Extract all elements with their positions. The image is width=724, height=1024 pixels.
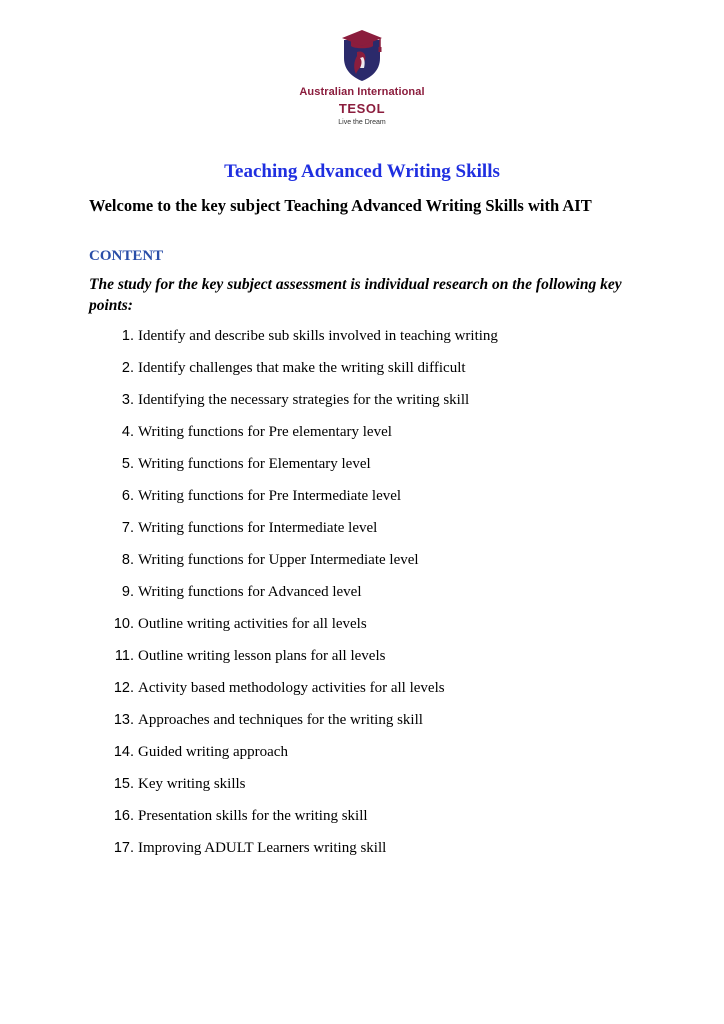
list-item-number: 4. bbox=[121, 424, 134, 440]
list-item-number: 3. bbox=[121, 392, 134, 408]
list-item bbox=[0, 709, 724, 741]
list-item bbox=[0, 549, 724, 581]
intro-text: The study for the key subject assessment is individual research on the following key points: bbox=[89, 276, 622, 314]
list-item bbox=[0, 613, 724, 645]
content-heading: CONTENT bbox=[89, 248, 164, 264]
list-item bbox=[0, 837, 724, 869]
list-item-text: Approaches and techniques for the writing skill bbox=[138, 712, 423, 728]
document-title: Teaching Advanced Writing Skills bbox=[224, 161, 500, 182]
key-points-list bbox=[0, 325, 724, 869]
list-item-number: 11. bbox=[114, 648, 134, 664]
list-item-number: 5. bbox=[121, 456, 134, 472]
list-item-text: Writing functions for Upper Intermediate level bbox=[138, 552, 419, 568]
list-item bbox=[0, 741, 724, 773]
list-item-number: 7. bbox=[121, 520, 134, 536]
list-item bbox=[0, 485, 724, 517]
list-item-text: Writing functions for Pre elementary level bbox=[138, 424, 392, 440]
list-item bbox=[0, 453, 724, 485]
list-item-number: 1. bbox=[121, 328, 134, 344]
list-item bbox=[0, 389, 724, 421]
list-item-text: Writing functions for Advanced level bbox=[138, 584, 362, 600]
list-item-number: 10. bbox=[113, 616, 134, 632]
list-item bbox=[0, 517, 724, 549]
list-item-number: 2. bbox=[121, 360, 134, 376]
list-item bbox=[0, 325, 724, 357]
list-item-number: 17. bbox=[113, 840, 134, 856]
list-item bbox=[0, 645, 724, 677]
list-item-text: Writing functions for Intermediate level bbox=[138, 520, 378, 536]
welcome-heading: Welcome to the key subject Teaching Advanced Writing Skills with AIT bbox=[89, 196, 592, 215]
logo-line-1: Australian International bbox=[299, 86, 425, 98]
list-item-number: 12. bbox=[113, 680, 134, 696]
list-item-number: 13. bbox=[113, 712, 134, 728]
list-item bbox=[0, 421, 724, 453]
list-item-number: 8. bbox=[121, 552, 134, 568]
list-item bbox=[0, 677, 724, 709]
list-item-number: 15. bbox=[113, 776, 134, 792]
list-item bbox=[0, 805, 724, 837]
list-item-number: 14. bbox=[113, 744, 134, 760]
list-item-text: Outline writing lesson plans for all levels bbox=[138, 648, 386, 664]
list-item-number: 6. bbox=[121, 488, 134, 504]
list-item bbox=[0, 357, 724, 389]
list-item-number: 16. bbox=[113, 808, 134, 824]
list-item-text: Writing functions for Elementary level bbox=[138, 456, 371, 472]
list-item-text: Outline writing activities for all levels bbox=[138, 616, 367, 632]
list-item-number: 9. bbox=[121, 584, 134, 600]
list-item-text: Writing functions for Pre Intermediate level bbox=[138, 488, 402, 504]
graduation-cap-shield-icon bbox=[338, 28, 386, 82]
list-item-text: Identify and describe sub skills involved in teaching writing bbox=[138, 328, 498, 344]
list-item-text: Identifying the necessary strategies for the writing skill bbox=[138, 392, 470, 408]
ait-logo bbox=[0, 28, 724, 126]
list-item-text: Activity based methodology activities for all levels bbox=[138, 680, 445, 696]
list-item-text: Improving ADULT Learners writing skill bbox=[138, 840, 387, 856]
list-item-text: Presentation skills for the writing skill bbox=[138, 808, 368, 824]
list-item-text: Guided writing approach bbox=[138, 744, 288, 760]
list-item-text: Key writing skills bbox=[138, 776, 246, 792]
list-item bbox=[0, 773, 724, 805]
list-item bbox=[0, 581, 724, 613]
list-item-text: Identify challenges that make the writing skill difficult bbox=[138, 360, 466, 376]
logo-line-2: TESOL bbox=[338, 101, 386, 116]
logo-tagline: Live the Dream bbox=[338, 119, 386, 126]
